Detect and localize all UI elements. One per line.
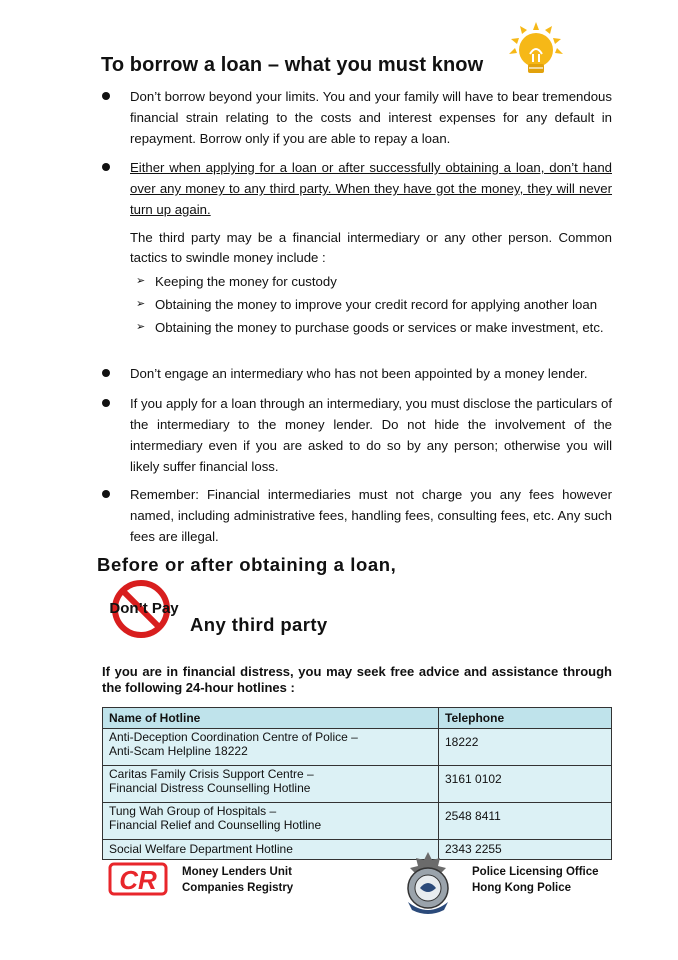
column-header-telephone: Telephone bbox=[439, 708, 612, 729]
bullet-icon bbox=[102, 490, 110, 498]
bullet-icon bbox=[102, 369, 110, 377]
bullet-icon bbox=[102, 92, 110, 100]
companies-registry-logo bbox=[108, 862, 168, 896]
cr-logo-text: CR bbox=[119, 865, 157, 895]
hotline-name-line2: Financial Relief and Counselling Hotline bbox=[109, 818, 322, 832]
table-row bbox=[103, 840, 612, 860]
hotline-name-cell bbox=[103, 729, 439, 766]
dont-pay-prohibition-icon bbox=[104, 578, 186, 640]
lightbulb-icon bbox=[508, 20, 564, 80]
hotline-name-cell: Social Welfare Department Hotline bbox=[103, 840, 439, 860]
table-header-row bbox=[103, 708, 612, 729]
hotline-name-line2: Financial Distress Counselling Hotline bbox=[109, 781, 311, 795]
hotline-name-cell bbox=[103, 803, 439, 840]
bullet-text-1: Don’t borrow beyond your limits. You and your family will have to bear tremendous financial strain relating to the costs and interest expenses for any default in repayment. Borrow only if you are able to repay a loan. bbox=[130, 89, 612, 146]
table-row bbox=[103, 766, 612, 803]
hotline-name-line1: Tung Wah Group of Hospitals – bbox=[109, 804, 277, 818]
hotline-name-cell bbox=[103, 766, 439, 803]
hotline-table bbox=[102, 707, 612, 860]
police-licensing-office-label bbox=[472, 864, 599, 896]
left-org-line2: Companies Registry bbox=[182, 882, 294, 894]
arrow-bullet-icon: ➢ bbox=[136, 275, 146, 287]
bullet-text-2: Either when applying for a loan or after successfully obtaining a loan, don’t hand over any money to any third party. When they have got the money, they will never turn up again. bbox=[130, 160, 612, 217]
right-org-line2: Hong Kong Police bbox=[472, 882, 572, 894]
tactic-item-1: Keeping the money for custody bbox=[155, 274, 337, 289]
hotline-telephone-cell: 18222 bbox=[439, 729, 612, 766]
dont-pay-text: Don’t Pay bbox=[109, 600, 179, 617]
police-badge-icon bbox=[398, 850, 458, 916]
arrow-bullet-icon: ➢ bbox=[136, 298, 146, 310]
money-lenders-unit-label bbox=[182, 864, 293, 896]
third-party-intro: The third party may be a financial intermediary or any other person. Common tactics to swindle money include : bbox=[130, 230, 612, 265]
hotline-telephone-cell: 2343 2255 bbox=[439, 840, 612, 860]
table-row bbox=[103, 729, 612, 766]
any-third-party-text: Any third party bbox=[190, 614, 328, 635]
bullet-text-3: Don’t engage an intermediary who has not been appointed by a money lender. bbox=[130, 366, 588, 381]
tactic-item-3: Obtaining the money to purchase goods or services or make investment, etc. bbox=[155, 320, 604, 335]
hotline-name-line1: Anti-Deception Coordination Centre of Police – bbox=[109, 730, 358, 744]
table-row bbox=[103, 803, 612, 840]
hotline-name-line2: Anti-Scam Helpline 18222 bbox=[109, 744, 248, 758]
bullet-icon bbox=[102, 399, 110, 407]
tactic-item-2: Obtaining the money to improve your credit record for applying another loan bbox=[155, 297, 598, 312]
right-org-line1: Police Licensing Office bbox=[472, 866, 599, 878]
bullet-icon bbox=[102, 163, 110, 171]
bullet-text-5: Remember: Financial intermediaries must not charge you any fees however named, including administrative fees, handling fees, consulting fees, etc. Any such fees are illegal. bbox=[130, 487, 612, 544]
distress-notice: If you are in financial distress, you may seek free advice and assistance through the following 24-hour hotlines : bbox=[102, 664, 612, 695]
hotline-telephone-cell: 3161 0102 bbox=[439, 766, 612, 803]
bullet-text-4: If you apply for a loan through an intermediary, you must disclose the particulars of the intermediary to the money lender. Do not hide the involvement of the intermediary even if you are asked to do so by any person; otherwise you will likely suffer financial loss. bbox=[130, 396, 612, 474]
arrow-bullet-icon: ➢ bbox=[136, 321, 146, 333]
hotline-name-line1: Caritas Family Crisis Support Centre – bbox=[109, 767, 314, 781]
page-title: To borrow a loan – what you must know bbox=[101, 54, 484, 76]
before-after-heading: Before or after obtaining a loan, bbox=[97, 554, 397, 575]
left-org-line1: Money Lenders Unit bbox=[182, 866, 292, 878]
hotline-telephone-cell: 2548 8411 bbox=[439, 803, 612, 840]
column-header-name: Name of Hotline bbox=[103, 708, 439, 729]
